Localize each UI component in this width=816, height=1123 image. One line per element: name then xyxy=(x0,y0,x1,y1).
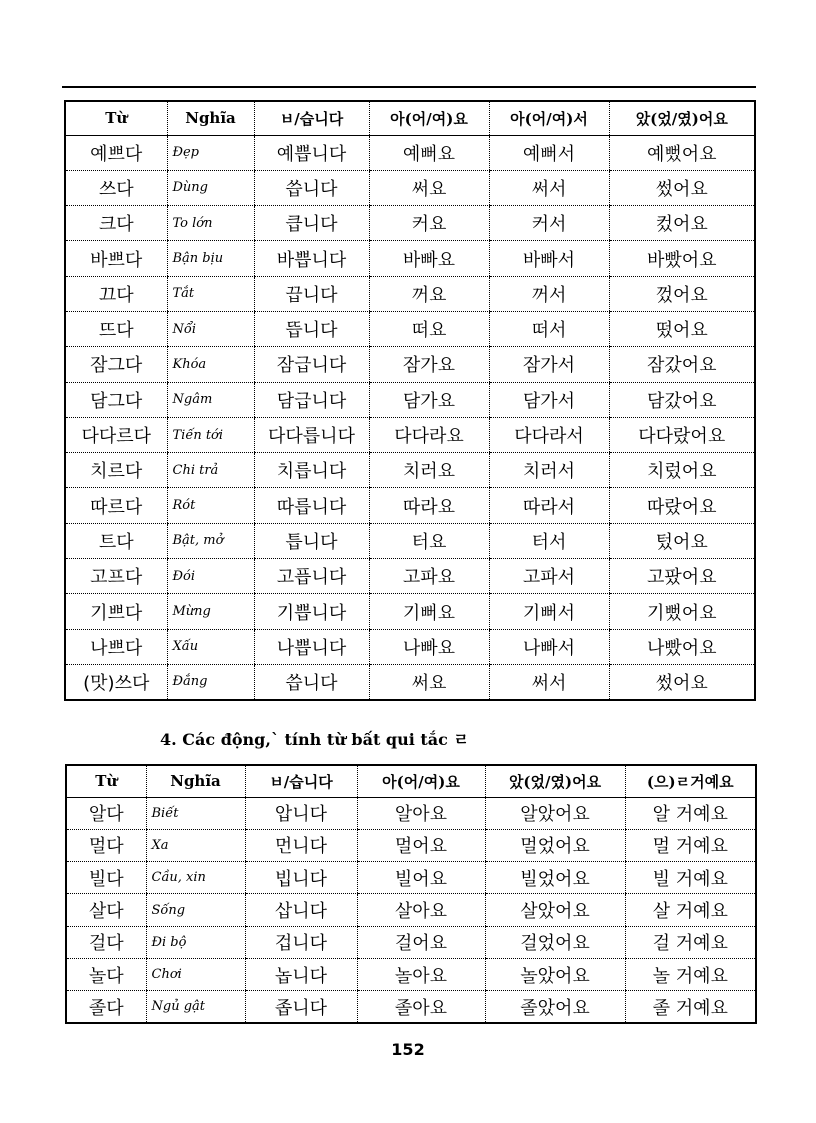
word-cell: 졸다 xyxy=(88,997,124,1019)
conjugation-cell: 겁니다 xyxy=(245,926,357,958)
meaning-cell: Mừng xyxy=(167,594,254,629)
conjugation-cell: 졸 거예요 xyxy=(625,991,756,1023)
column-header: Từ xyxy=(65,101,167,135)
table-row xyxy=(66,829,756,861)
meaning-cell: Khóa xyxy=(167,347,254,382)
table-row xyxy=(66,926,756,958)
table-row xyxy=(65,453,755,488)
column-header: ㅂ/습니다 xyxy=(254,101,369,135)
conjugation-cell: 걸었어요 xyxy=(485,926,625,958)
conjugation-cell: 따릅니다 xyxy=(254,488,369,523)
conjugation-cell: 놀았어요 xyxy=(485,958,625,990)
table-row xyxy=(65,523,755,558)
meaning-cell: Bận bịu xyxy=(167,241,254,276)
table-row xyxy=(66,991,756,1023)
conjugation-cell: 바빠요 xyxy=(369,241,489,276)
conjugation-cell: 바쁩니다 xyxy=(254,241,369,276)
meaning-cell: To lớn xyxy=(167,206,254,241)
conjugation-cell: 기뻐서 xyxy=(489,594,609,629)
conjugation-cell: 나빴어요 xyxy=(609,629,755,664)
conjugation-cell: 담가요 xyxy=(369,382,489,417)
conjugation-cell: 컸어요 xyxy=(609,206,755,241)
conjugation-cell: 치렀어요 xyxy=(609,453,755,488)
meaning-cell: Tiến tới xyxy=(167,417,254,452)
meaning-cell: Bật, mở xyxy=(167,523,254,558)
word-cell: 고프다 xyxy=(65,559,167,594)
conjugation-cell: 살았어요 xyxy=(485,894,625,926)
word-cell: (맛)쓰다 xyxy=(83,672,150,694)
column-header: 아(어/여)서 xyxy=(489,101,609,135)
conjugation-cell: 살 거예요 xyxy=(625,894,756,926)
conjugation-cell: 알 거예요 xyxy=(625,797,756,829)
conjugation-cell: 담급니다 xyxy=(254,382,369,417)
meaning-cell: Rót xyxy=(167,488,254,523)
conjugation-cell: 먼니다 xyxy=(245,829,357,861)
meaning-cell: Ngủ gật xyxy=(146,991,245,1023)
conjugation-cell: 나빠서 xyxy=(489,629,609,664)
conjugation-cell: 기뻐요 xyxy=(369,594,489,629)
conjugation-cell: 놀아요 xyxy=(357,958,485,990)
word-cell: 살다 xyxy=(66,894,146,926)
word-cell: 뜨다 xyxy=(65,311,167,346)
table-row xyxy=(66,958,756,990)
conjugation-cell: 멀어요 xyxy=(357,829,485,861)
conjugation-cell: 빕니다 xyxy=(245,862,357,894)
word-cell: 걸다 xyxy=(66,926,146,958)
conjugation-cell: 다다릅니다 xyxy=(254,417,369,452)
section-heading: 4. Các động,` tính từ bất qui tắc ㄹ xyxy=(160,730,469,749)
conjugation-cell: 멀었어요 xyxy=(485,829,625,861)
meaning-cell: Xấu xyxy=(167,629,254,664)
conjugation-cell: 써서 xyxy=(489,170,609,205)
meaning-cell: Đẹp xyxy=(167,135,254,170)
word-cell: 놀다 xyxy=(66,958,146,990)
conjugation-cell: 졸았어요 xyxy=(485,991,625,1023)
table-row xyxy=(65,170,755,205)
conjugation-cell: 걸 거예요 xyxy=(625,926,756,958)
conjugation-cell: 빌 거예요 xyxy=(625,862,756,894)
conjugation-cell: 압니다 xyxy=(245,797,357,829)
conjugation-cell: 치릅니다 xyxy=(254,453,369,488)
conjugation-cell: 따랐어요 xyxy=(609,488,755,523)
table-row xyxy=(65,347,755,382)
conjugation-cell: 놀 거예요 xyxy=(625,958,756,990)
conjugation-cell: 빌었어요 xyxy=(485,862,625,894)
conjugation-cell: 다다라요 xyxy=(369,417,489,452)
word-cell: 다다르다 xyxy=(65,417,167,452)
conjugation-cell: 예뻐서 xyxy=(489,135,609,170)
table-row xyxy=(66,862,756,894)
conjugation-cell: 다다라서 xyxy=(489,417,609,452)
table-row xyxy=(65,559,755,594)
meaning-cell: Đi bộ xyxy=(146,926,245,958)
header-row xyxy=(66,765,756,797)
table-row xyxy=(65,664,755,699)
table-row xyxy=(65,382,755,417)
conjugation-cell: 떠요 xyxy=(369,311,489,346)
conjugation-cell: 고팠어요 xyxy=(609,559,755,594)
column-header: 았(었/였)어요 xyxy=(609,101,755,135)
meaning-cell: Sống xyxy=(146,894,245,926)
meaning-cell: Biết xyxy=(146,797,245,829)
table-row xyxy=(65,276,755,311)
table-2-body xyxy=(66,765,756,1023)
conjugation-cell: 삽니다 xyxy=(245,894,357,926)
table-row xyxy=(65,488,755,523)
meaning-cell: Nổi xyxy=(167,311,254,346)
word-cell: 담그다 xyxy=(65,382,167,417)
conjugation-cell: 담가서 xyxy=(489,382,609,417)
meaning-cell: Cầu, xin xyxy=(146,862,245,894)
table-row xyxy=(65,311,755,346)
word-cell: 크다 xyxy=(65,206,167,241)
meaning-cell: Chi trả xyxy=(167,453,254,488)
conjugation-cell: 껐어요 xyxy=(609,276,755,311)
conjugation-cell: 바빠서 xyxy=(489,241,609,276)
conjugation-cell: 기뻤어요 xyxy=(609,594,755,629)
column-header: 아(어/여)요 xyxy=(357,765,485,797)
conjugation-cell: 살아요 xyxy=(357,894,485,926)
column-header: Nghĩa xyxy=(167,101,254,135)
meaning-cell: Ngâm xyxy=(167,382,254,417)
table-1-body xyxy=(65,101,755,700)
conjugation-cell: 고파요 xyxy=(369,559,489,594)
column-header: 았(었/였)어요 xyxy=(485,765,625,797)
conjugation-cell: 좁니다 xyxy=(245,991,357,1023)
conjugation-cell: 커요 xyxy=(369,206,489,241)
meaning-cell: Đắng xyxy=(167,664,254,699)
conjugation-cell: 고파서 xyxy=(489,559,609,594)
conjugation-cell: 꺼서 xyxy=(489,276,609,311)
table-row xyxy=(65,629,755,664)
conjugation-cell: 빌어요 xyxy=(357,862,485,894)
conjugation-cell: 알았어요 xyxy=(485,797,625,829)
conjugation-cell: 다다랐어요 xyxy=(609,417,755,452)
column-header: Từ xyxy=(66,765,146,797)
word-cell: 따르다 xyxy=(65,488,167,523)
word-cell: 끄다 xyxy=(65,276,167,311)
table-row xyxy=(65,206,755,241)
table-row xyxy=(65,135,755,170)
word-cell: 나쁘다 xyxy=(65,629,167,664)
word-cell: 알다 xyxy=(66,797,146,829)
table-row xyxy=(65,241,755,276)
word-cell: 쓰다 xyxy=(65,170,167,205)
conjugation-cell: 써서 xyxy=(489,664,609,699)
table-row xyxy=(66,894,756,926)
table-row xyxy=(65,594,755,629)
conjugation-cell: 멀 거예요 xyxy=(625,829,756,861)
word-cell: 바쁘다 xyxy=(65,241,167,276)
meaning-cell: Dùng xyxy=(167,170,254,205)
conjugation-cell: 잠급니다 xyxy=(254,347,369,382)
conjugation-cell: 씁니다 xyxy=(254,170,369,205)
conjugation-cell: 바빴어요 xyxy=(609,241,755,276)
conjugation-cell: 썼어요 xyxy=(609,170,755,205)
word-cell: 예쁘다 xyxy=(65,135,167,170)
conjugation-table-2 xyxy=(65,764,757,1024)
conjugation-cell: 담갔어요 xyxy=(609,382,755,417)
conjugation-table-1 xyxy=(64,100,756,701)
word-cell: 치르다 xyxy=(65,453,167,488)
meaning-cell: Tắt xyxy=(167,276,254,311)
conjugation-cell: 예뻤어요 xyxy=(609,135,755,170)
column-header: 아(어/여)요 xyxy=(369,101,489,135)
conjugation-cell: 졸아요 xyxy=(357,991,485,1023)
conjugation-cell: 큽니다 xyxy=(254,206,369,241)
meaning-cell: Xa xyxy=(146,829,245,861)
conjugation-cell: 틉니다 xyxy=(254,523,369,558)
conjugation-cell: 걸어요 xyxy=(357,926,485,958)
top-rule xyxy=(62,86,756,88)
conjugation-cell: 씁니다 xyxy=(254,664,369,699)
conjugation-cell: 따라서 xyxy=(489,488,609,523)
column-header: ㅂ/습니다 xyxy=(245,765,357,797)
conjugation-cell: 뜹니다 xyxy=(254,311,369,346)
conjugation-cell: 끕니다 xyxy=(254,276,369,311)
column-header: (으)ㄹ거예요 xyxy=(625,765,756,797)
conjugation-cell: 잠가서 xyxy=(489,347,609,382)
conjugation-cell: 썼어요 xyxy=(609,664,755,699)
meaning-cell: Đói xyxy=(167,559,254,594)
table-row xyxy=(66,797,756,829)
word-cell: 기쁘다 xyxy=(65,594,167,629)
conjugation-cell: 나쁩니다 xyxy=(254,629,369,664)
conjugation-cell: 알아요 xyxy=(357,797,485,829)
conjugation-cell: 떴어요 xyxy=(609,311,755,346)
conjugation-cell: 써요 xyxy=(369,170,489,205)
header-row xyxy=(65,101,755,135)
conjugation-cell: 써요 xyxy=(369,664,489,699)
conjugation-cell: 따라요 xyxy=(369,488,489,523)
conjugation-cell: 나빠요 xyxy=(369,629,489,664)
page-number: 152 xyxy=(391,1040,425,1059)
conjugation-cell: 잠갔어요 xyxy=(609,347,755,382)
conjugation-cell: 꺼요 xyxy=(369,276,489,311)
conjugation-cell: 예쁩니다 xyxy=(254,135,369,170)
conjugation-cell: 놉니다 xyxy=(245,958,357,990)
conjugation-cell: 치러서 xyxy=(489,453,609,488)
word-cell: 멀다 xyxy=(66,829,146,861)
table-row xyxy=(65,417,755,452)
conjugation-cell: 기쁩니다 xyxy=(254,594,369,629)
word-cell: 잠그다 xyxy=(65,347,167,382)
conjugation-cell: 떠서 xyxy=(489,311,609,346)
word-cell: 트다 xyxy=(65,523,167,558)
conjugation-cell: 텄어요 xyxy=(609,523,755,558)
conjugation-cell: 예뻐요 xyxy=(369,135,489,170)
conjugation-cell: 커서 xyxy=(489,206,609,241)
word-cell: 빌다 xyxy=(66,862,146,894)
conjugation-cell: 잠가요 xyxy=(369,347,489,382)
column-header: Nghĩa xyxy=(146,765,245,797)
conjugation-cell: 터서 xyxy=(489,523,609,558)
conjugation-cell: 고픕니다 xyxy=(254,559,369,594)
conjugation-cell: 터요 xyxy=(369,523,489,558)
meaning-cell: Chơi xyxy=(146,958,245,990)
conjugation-cell: 치러요 xyxy=(369,453,489,488)
